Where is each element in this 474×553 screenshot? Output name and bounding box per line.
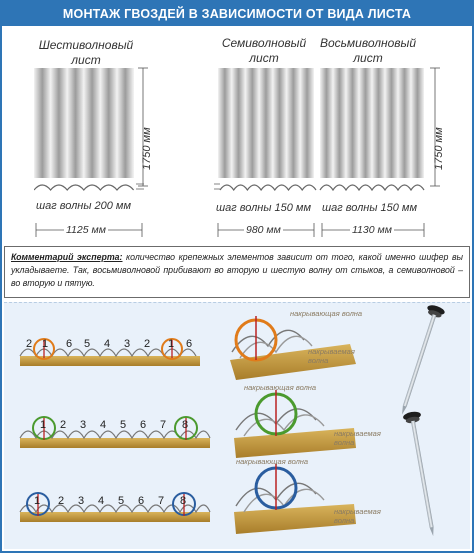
covered-wave-label: накрываемая — [308, 347, 355, 356]
eight-wave-width-label: 1130 мм — [352, 224, 392, 236]
seven-wave-width-label: 980 мм — [246, 224, 281, 236]
wave-number: 6 — [140, 419, 147, 431]
wave-number: 5 — [118, 495, 125, 507]
wave-number: 5 — [84, 338, 91, 350]
wave-number: 2 — [144, 338, 151, 350]
wave-number: 2 — [26, 338, 33, 350]
six-wave-height-label: 1750 мм — [141, 127, 153, 170]
expert-comment-text: количество крепежных элементов зависит от того, какой именно шифер вы укладываете. Так, восьмиволновой прибивают во вторую и шестую волну от стыков, а семиволновой – во вторую и пятую. — [11, 252, 464, 288]
eight-wave-height-label: 1750 мм — [433, 127, 445, 170]
covering-wave-label: накрывающая волна — [290, 309, 363, 318]
roofing-nail-icon — [402, 410, 442, 537]
wave-number: 3 — [124, 338, 131, 350]
six-wave-nailing-diagram — [20, 338, 200, 366]
seven-wave-sheet — [218, 68, 314, 178]
covered-wave-label: волна — [308, 356, 329, 365]
seven-wave-overlap-detail — [234, 383, 381, 458]
eight-wave-sheet — [320, 68, 424, 178]
wave-number: 2 — [58, 495, 65, 507]
wave-number: 6 — [66, 338, 73, 350]
sheet-title-six-wave: Шестиволновый лист — [38, 38, 134, 67]
eight-wave-pitch-label: шаг волны 150 мм — [322, 202, 418, 214]
wave-number: 1 — [168, 338, 175, 350]
wave-number: 4 — [98, 495, 105, 507]
wave-number: 3 — [80, 419, 87, 431]
wave-number: 5 — [120, 419, 127, 431]
covering-wave-label: накрывающая волна — [244, 383, 317, 392]
wave-number: 8 — [180, 495, 187, 507]
wave-number: 1 — [40, 419, 47, 431]
six-wave-profile — [34, 180, 144, 194]
wave-number: 6 — [138, 495, 145, 507]
wave-number: 3 — [78, 495, 85, 507]
expert-comment-label: Комментарий эксперта: — [11, 252, 123, 262]
six-wave-overlap-detail — [230, 309, 362, 380]
wave-number: 6 — [186, 338, 193, 350]
wave-number: 2 — [60, 419, 67, 431]
six-wave-sheet — [34, 68, 134, 178]
eight-wave-nailing-diagram — [20, 493, 210, 522]
wave-number: 7 — [160, 419, 167, 431]
banner-title: МОНТАЖ ГВОЗДЕЙ В ЗАВИСИМОСТИ ОТ ВИДА ЛИСТА — [2, 2, 472, 26]
covering-wave-label: накрывающая волна — [236, 457, 309, 466]
wave-number: 4 — [100, 419, 107, 431]
covered-wave-label: накрываемая — [334, 507, 381, 516]
covered-wave-label: накрываемая — [334, 429, 381, 438]
roofing-nail-icon — [393, 303, 445, 417]
wave-number: 1 — [42, 338, 49, 350]
wave-number: 4 — [104, 338, 111, 350]
eight-wave-profile — [318, 180, 426, 194]
expert-comment — [4, 246, 470, 298]
sheet-title-eight-wave: Восьмиволновый лист — [319, 36, 417, 65]
covered-wave-label: волна — [334, 516, 355, 525]
mounting-diagrams — [4, 302, 470, 549]
six-wave-pitch-label: шаг волны 200 мм — [36, 200, 132, 212]
six-wave-width-label: 1125 мм — [66, 224, 106, 236]
wave-number: 1 — [34, 495, 41, 507]
eight-wave-overlap-detail — [234, 457, 381, 534]
sheet-title-seven-wave: Семиволновый лист — [221, 36, 307, 65]
covered-wave-label: волна — [334, 438, 355, 447]
wave-number: 8 — [182, 419, 189, 431]
seven-wave-nailing-diagram — [20, 417, 210, 448]
seven-wave-pitch-label: шаг волны 150 мм — [216, 202, 312, 214]
seven-wave-profile — [214, 180, 318, 194]
wave-number: 7 — [158, 495, 165, 507]
